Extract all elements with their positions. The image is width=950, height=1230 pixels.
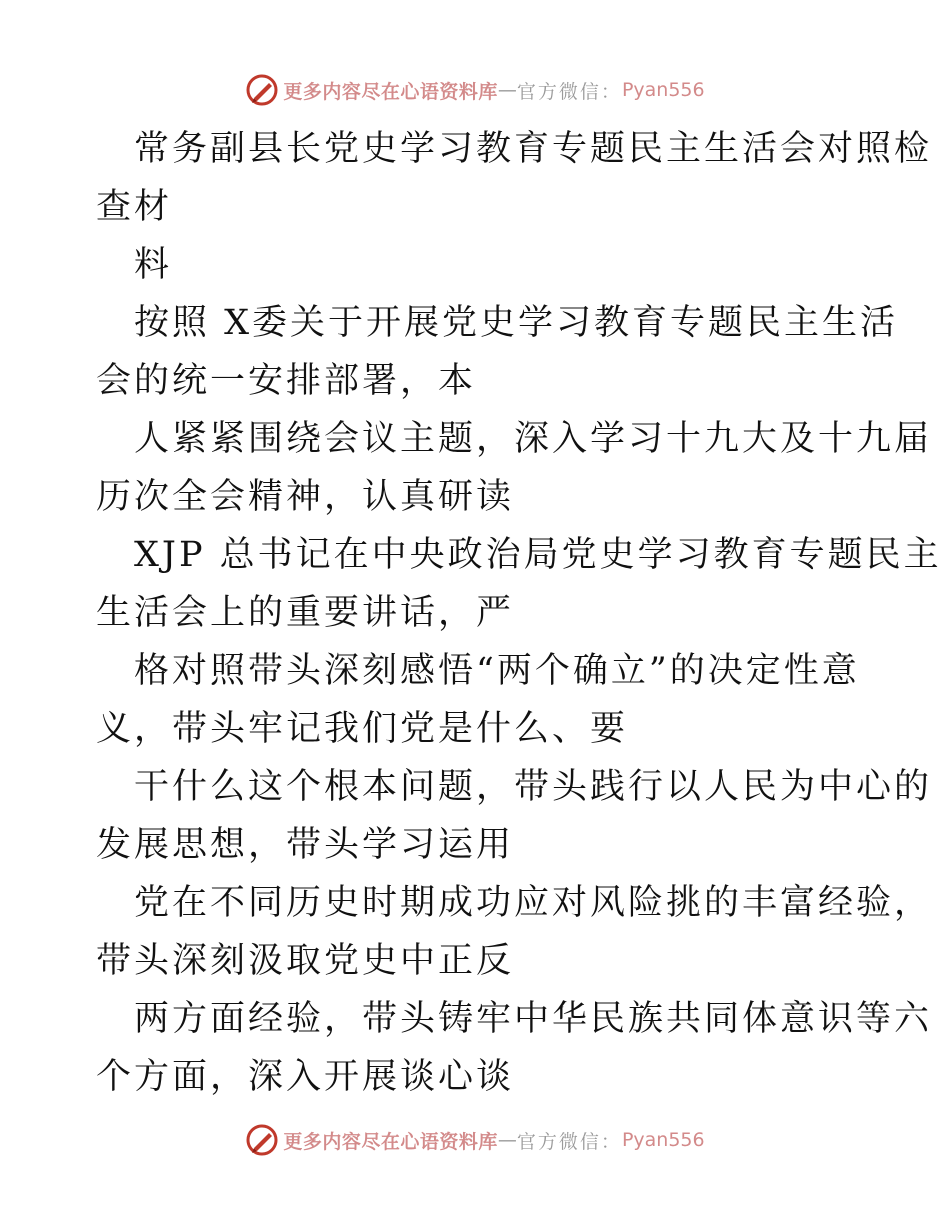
banner-main-text: 更多内容尽在心语资料库 xyxy=(283,80,498,103)
banner-main-text: 更多内容尽在心语资料库 xyxy=(283,1130,498,1153)
text-line: 料 xyxy=(134,245,173,285)
text-line: 历次全会精神，认真研读 xyxy=(96,477,515,517)
banner-wechat-id: Pyan556 xyxy=(621,1129,705,1151)
text-line: 带头深刻汲取党史中正反 xyxy=(96,941,515,981)
text-line: 两方面经验，带头铸牢中华民族共同体意识等六 xyxy=(134,999,933,1039)
text-line: 个方面，深入开展谈心谈 xyxy=(96,1057,515,1097)
text-line: 人紧紧围绕会议主题，深入学习十九大及十九届 xyxy=(134,419,933,459)
document-body xyxy=(96,120,942,1106)
text-line: 义，带头牢记我们党是什么、要 xyxy=(96,709,629,749)
text-line: 生活会上的重要讲话，严 xyxy=(96,593,515,633)
banner-dash: — xyxy=(497,79,517,101)
text-line: 格对照带头深刻感悟“两个确立”的决定性意 xyxy=(134,651,860,691)
banner-wechat-label: 官方微信： xyxy=(516,80,622,103)
text-line: 按照 X委关于开展党史学习教育专题民主生活 xyxy=(134,303,899,343)
text-line: 常务副县长党史学习教育专题民主生活会对照检 xyxy=(134,129,933,169)
banner-wechat-id: Pyan556 xyxy=(621,79,705,101)
text-line: 会的统一安排部署，本 xyxy=(96,361,477,401)
banner-wechat-label: 官方微信： xyxy=(516,1130,622,1153)
header-banner xyxy=(0,68,950,112)
text-line: 查材 xyxy=(96,187,173,227)
text-line: 发展思想，带头学习运用 xyxy=(96,825,515,865)
banner-dash: — xyxy=(497,1129,517,1151)
pen-circle-logo-icon xyxy=(245,1123,279,1157)
pen-circle-logo-icon xyxy=(245,73,279,107)
text-line: XJP 总书记在中央政治局党史学习教育专题民主 xyxy=(134,535,942,575)
footer-banner xyxy=(0,1118,950,1162)
text-line: 干什么这个根本问题，带头践行以人民为中心的 xyxy=(134,767,933,807)
text-line: 党在不同历史时期成功应对风险挑的丰富经验， xyxy=(134,883,933,923)
